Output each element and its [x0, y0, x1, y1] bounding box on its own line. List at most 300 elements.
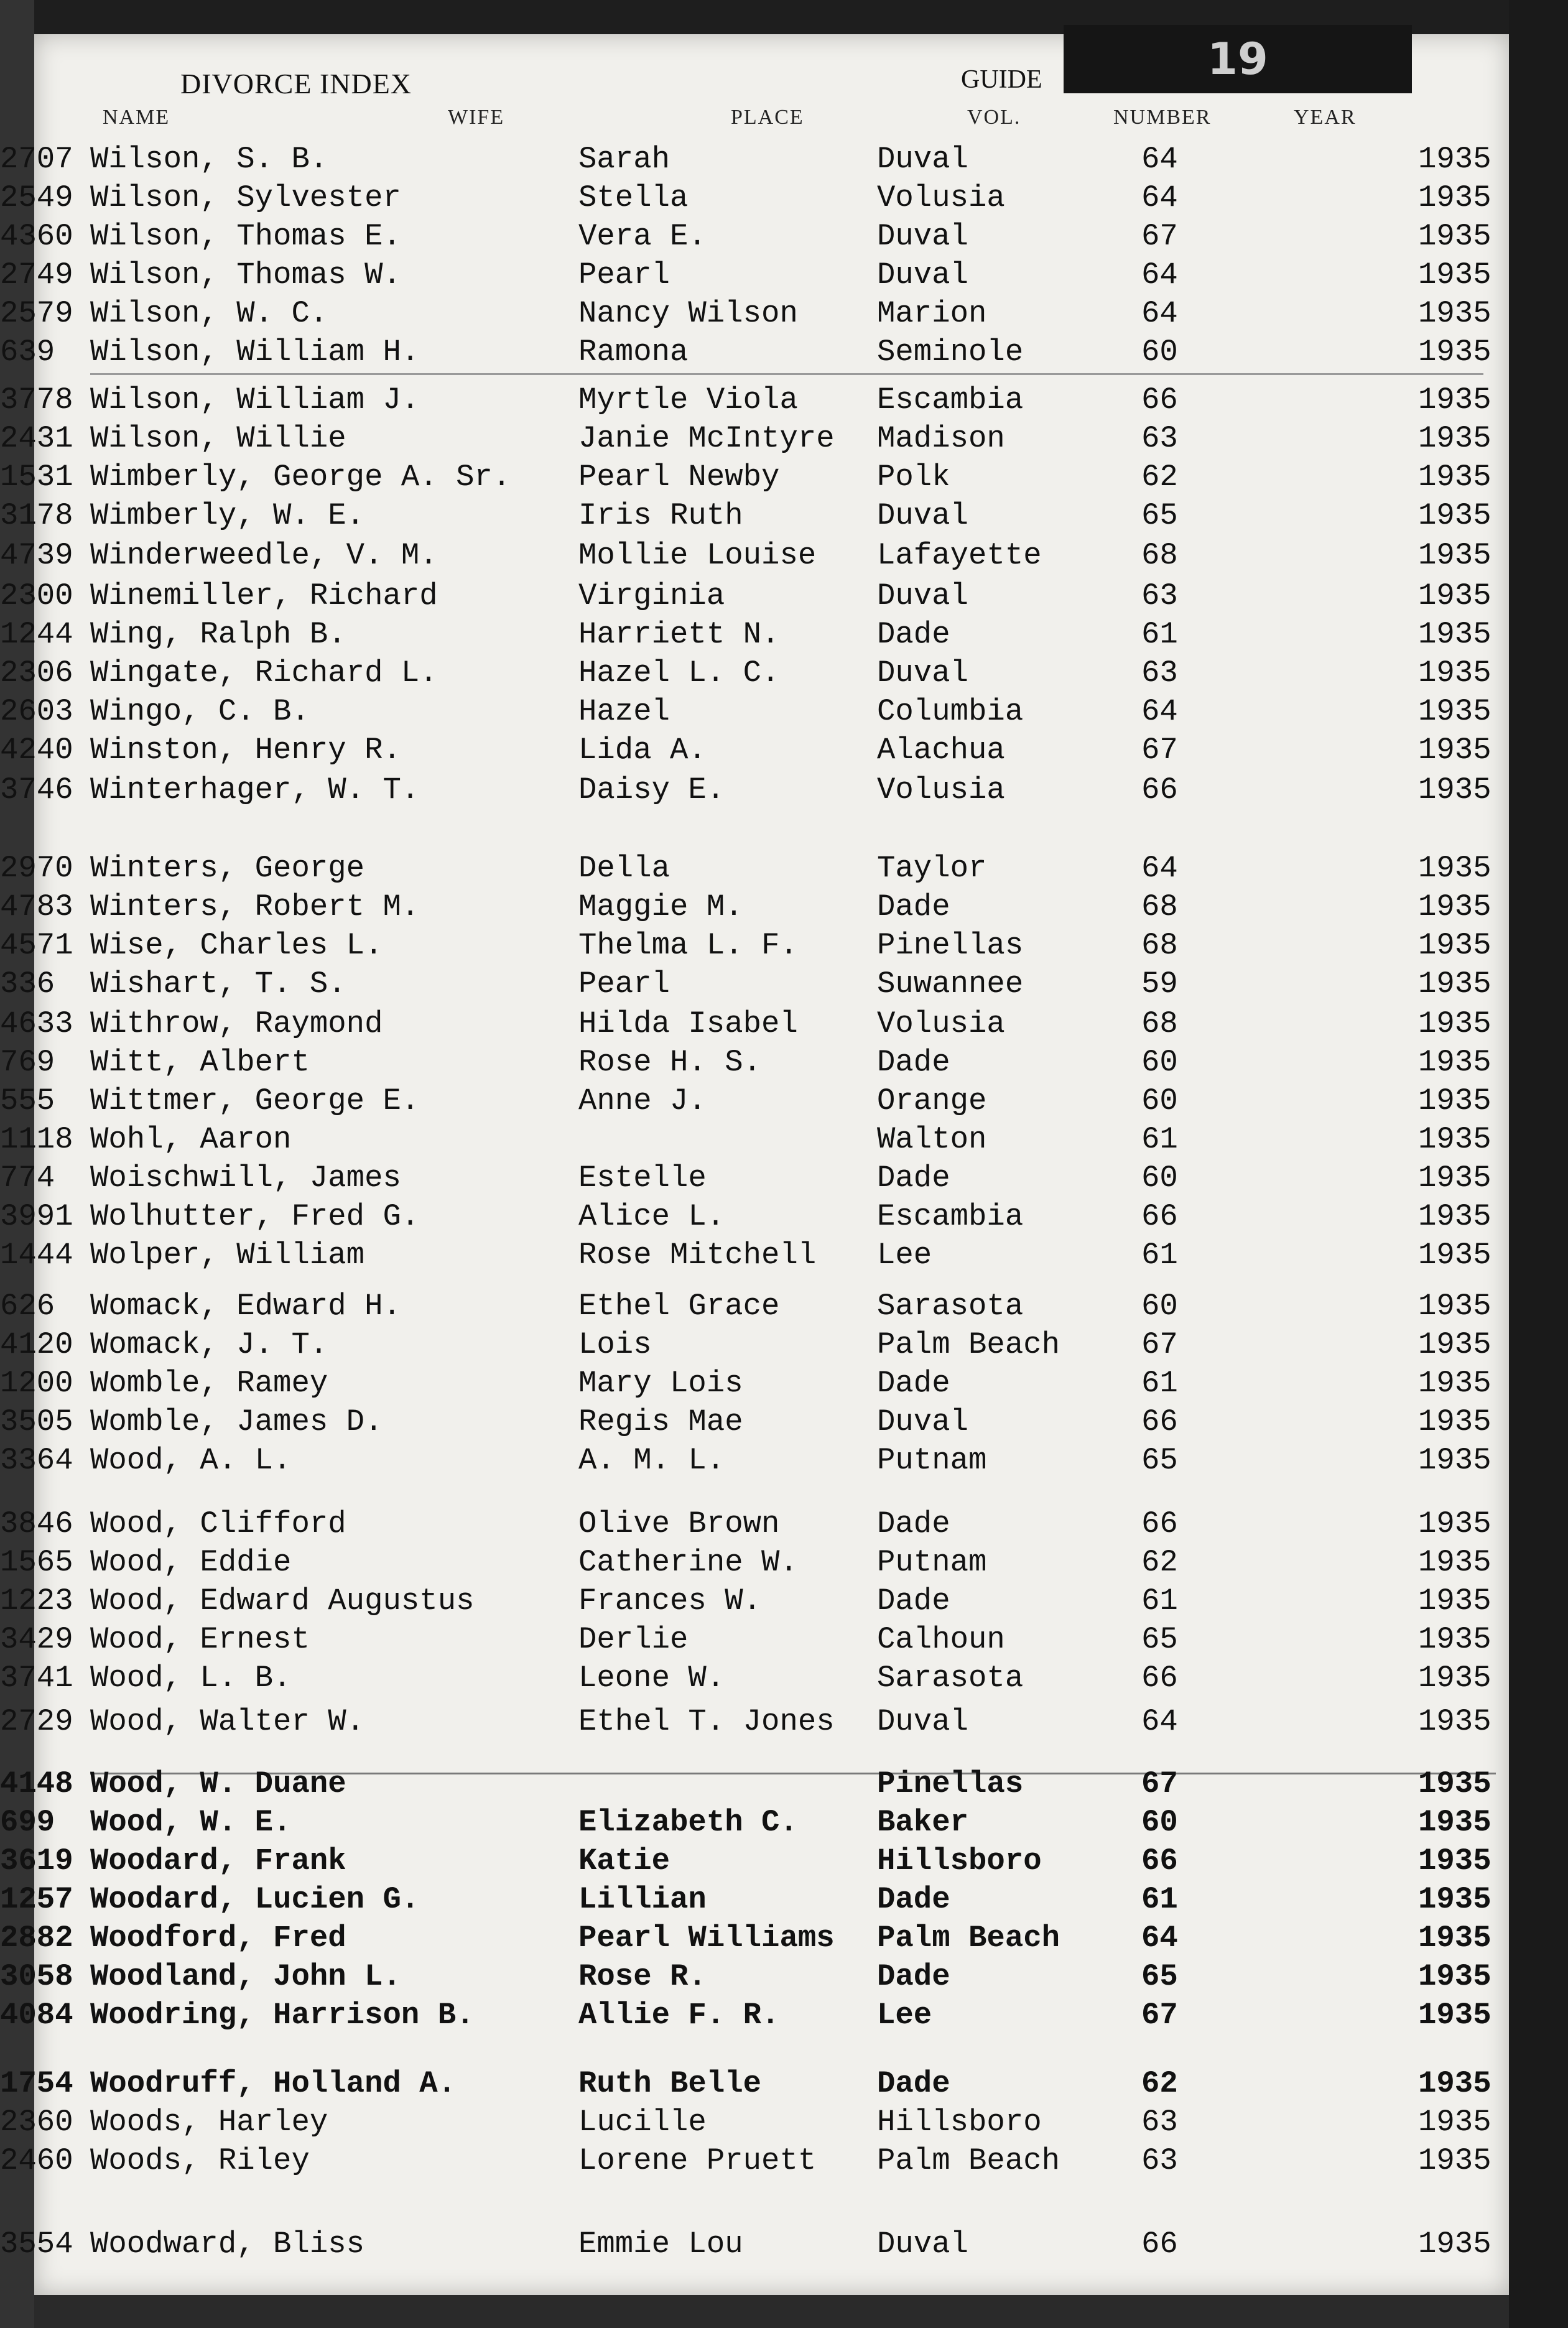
cell-wife: Virginia — [578, 578, 725, 613]
cell-name: Wood, Eddie — [90, 1545, 292, 1580]
cell-vol: 66 — [1141, 383, 1178, 417]
cell-number: 769 — [0, 1045, 55, 1080]
cell-year: 1935 — [1418, 1882, 1491, 1917]
cell-vol: 62 — [1141, 460, 1178, 494]
cell-wife: Pearl — [578, 967, 670, 1001]
table-row — [0, 2143, 1568, 2179]
cell-vol: 61 — [1141, 1584, 1178, 1618]
cell-year: 1935 — [1418, 1327, 1491, 1362]
cell-number: 639 — [0, 335, 55, 369]
cell-wife: Regis Mae — [578, 1404, 743, 1439]
cell-number: 2970 — [0, 851, 73, 886]
cell-vol: 67 — [1141, 733, 1178, 767]
cell-wife: Mollie Louise — [578, 538, 817, 573]
cell-vol: 59 — [1141, 967, 1178, 1001]
table-row — [0, 180, 1568, 216]
column-header-name: NAME — [103, 106, 170, 129]
cell-year: 1935 — [1418, 180, 1491, 215]
table-row — [0, 1366, 1568, 1402]
cell-number: 1754 — [0, 2066, 73, 2101]
cell-name: Womble, Ramey — [90, 1366, 328, 1401]
cell-wife: Rose R. — [578, 1959, 707, 1994]
cell-name: Wingo, C. B. — [90, 694, 310, 729]
cell-place: Duval — [877, 2227, 969, 2261]
cell-number: 1223 — [0, 1584, 73, 1618]
page-number: 19 — [1207, 34, 1268, 85]
cell-number: 1118 — [0, 1122, 73, 1157]
cell-wife: Maggie M. — [578, 889, 743, 924]
cell-year: 1935 — [1418, 694, 1491, 729]
table-row — [0, 578, 1568, 614]
cell-name: Woods, Riley — [90, 2143, 310, 2178]
cell-wife: Sarah — [578, 142, 670, 177]
table-row — [0, 1545, 1568, 1581]
cell-name: Wood, Ernest — [90, 1622, 310, 1657]
cell-place: Dade — [877, 1506, 950, 1541]
cell-number: 2749 — [0, 257, 73, 292]
table-row — [0, 1083, 1568, 1120]
cell-year: 1935 — [1418, 2227, 1491, 2261]
cell-place: Dade — [877, 1366, 950, 1401]
cell-place: Columbia — [877, 694, 1024, 729]
cell-name: Wimberly, W. E. — [90, 498, 365, 533]
table-row — [0, 335, 1568, 371]
cell-wife: Myrtle Viola — [578, 383, 798, 417]
cell-vol: 67 — [1141, 219, 1178, 254]
cell-place: Suwannee — [877, 967, 1024, 1001]
cell-vol: 60 — [1141, 1289, 1178, 1324]
cell-place: Marion — [877, 296, 987, 331]
cell-name: Wing, Ralph B. — [90, 617, 346, 652]
cell-year: 1935 — [1418, 1366, 1491, 1401]
guide-label: GUIDE — [961, 65, 1042, 94]
cell-wife: Pearl Newby — [578, 460, 780, 494]
cell-year: 1935 — [1418, 1289, 1491, 1324]
cell-wife: Emmie Lou — [578, 2227, 743, 2261]
cell-wife: Catherine W. — [578, 1545, 798, 1580]
cell-number: 1257 — [0, 1882, 73, 1917]
cell-year: 1935 — [1418, 1083, 1491, 1118]
cell-number: 4084 — [0, 1998, 73, 2033]
cell-year: 1935 — [1418, 1545, 1491, 1580]
column-header-vol: VOL. — [967, 106, 1021, 129]
table-row — [0, 1843, 1568, 1880]
cell-number: 626 — [0, 1289, 55, 1324]
cell-vol: 63 — [1141, 656, 1178, 690]
cell-name: Woods, Harley — [90, 2105, 328, 2140]
cell-place: Duval — [877, 578, 969, 613]
cell-vol: 68 — [1141, 1006, 1178, 1041]
cell-year: 1935 — [1418, 1122, 1491, 1157]
cell-year: 1935 — [1418, 1199, 1491, 1234]
cell-place: Lafayette — [877, 538, 1042, 573]
cell-place: Escambia — [877, 1199, 1024, 1234]
cell-number: 3429 — [0, 1622, 73, 1657]
cell-wife: Lorene Pruett — [578, 2143, 817, 2178]
cell-wife: Alice L. — [578, 1199, 725, 1234]
cell-number: 3505 — [0, 1404, 73, 1439]
cell-vol: 60 — [1141, 1805, 1178, 1840]
cell-place: Walton — [877, 1122, 987, 1157]
cell-place: Volusia — [877, 1006, 1005, 1041]
cell-name: Woodard, Lucien G. — [90, 1882, 420, 1917]
cell-place: Sarasota — [877, 1289, 1024, 1324]
cell-name: Winderweedle, V. M. — [90, 538, 438, 573]
cell-number: 2360 — [0, 2105, 73, 2140]
cell-vol: 64 — [1141, 1704, 1178, 1739]
cell-wife: Stella — [578, 180, 689, 215]
table-row — [0, 219, 1568, 255]
cell-year: 1935 — [1418, 1404, 1491, 1439]
cell-place: Baker — [877, 1805, 969, 1840]
page-corner-tab — [1064, 25, 1412, 93]
cell-place: Pinellas — [877, 928, 1024, 963]
cell-vol: 64 — [1141, 180, 1178, 215]
cell-number: 3741 — [0, 1661, 73, 1695]
cell-number: 1200 — [0, 1366, 73, 1401]
cell-vol: 64 — [1141, 257, 1178, 292]
table-row — [0, 617, 1568, 653]
cell-name: Wilson, Sylvester — [90, 180, 401, 215]
cell-vol: 64 — [1141, 694, 1178, 729]
cell-wife: Katie — [578, 1843, 670, 1878]
cell-year: 1935 — [1418, 460, 1491, 494]
cell-place: Palm Beach — [877, 2143, 1060, 2178]
table-row — [0, 1122, 1568, 1158]
cell-place: Duval — [877, 1704, 969, 1739]
cell-year: 1935 — [1418, 1661, 1491, 1695]
cell-place: Duval — [877, 498, 969, 533]
cell-vol: 66 — [1141, 1404, 1178, 1439]
cell-year: 1935 — [1418, 1622, 1491, 1657]
cell-place: Escambia — [877, 383, 1024, 417]
cell-number: 4783 — [0, 889, 73, 924]
cell-place: Putnam — [877, 1443, 987, 1478]
cell-name: Wood, Edward Augustus — [90, 1584, 475, 1618]
cell-place: Sarasota — [877, 1661, 1024, 1695]
table-row — [0, 1882, 1568, 1918]
cell-wife: Lida A. — [578, 733, 707, 767]
cell-name: Witt, Albert — [90, 1045, 310, 1080]
cell-number: 3778 — [0, 383, 73, 417]
table-row — [0, 889, 1568, 925]
cell-vol: 67 — [1141, 1327, 1178, 1362]
cell-name: Wise, Charles L. — [90, 928, 383, 963]
cell-wife: Ethel T. Jones — [578, 1704, 835, 1739]
table-row — [0, 142, 1568, 178]
cell-place: Dade — [877, 1959, 950, 1994]
cell-year: 1935 — [1418, 889, 1491, 924]
cell-year: 1935 — [1418, 578, 1491, 613]
cell-number: 2729 — [0, 1704, 73, 1739]
cell-place: Dade — [877, 1584, 950, 1618]
cell-vol: 60 — [1141, 1045, 1178, 1080]
table-row — [0, 460, 1568, 496]
cell-number: 2603 — [0, 694, 73, 729]
table-row — [0, 733, 1568, 769]
cell-place: Orange — [877, 1083, 987, 1118]
cell-wife: Hazel — [578, 694, 670, 729]
table-row — [0, 1921, 1568, 1957]
cell-vol: 61 — [1141, 1366, 1178, 1401]
cell-name: Wittmer, George E. — [90, 1083, 420, 1118]
cell-wife: Frances W. — [578, 1584, 762, 1618]
cell-place: Duval — [877, 1404, 969, 1439]
cell-wife: Thelma L. F. — [578, 928, 798, 963]
cell-wife: Leone W. — [578, 1661, 725, 1695]
cell-year: 1935 — [1418, 1584, 1491, 1618]
cell-year: 1935 — [1418, 421, 1491, 456]
cell-year: 1935 — [1418, 851, 1491, 886]
cell-name: Wilson, William J. — [90, 383, 420, 417]
cell-vol: 60 — [1141, 335, 1178, 369]
cell-year: 1935 — [1418, 2066, 1491, 2101]
cell-year: 1935 — [1418, 733, 1491, 767]
cell-wife: Lucille — [578, 2105, 707, 2140]
cell-year: 1935 — [1418, 967, 1491, 1001]
cell-wife: Nancy Wilson — [578, 296, 798, 331]
cell-place: Seminole — [877, 335, 1024, 369]
cell-place: Duval — [877, 142, 969, 177]
cell-wife: Iris Ruth — [578, 498, 743, 533]
cell-vol: 65 — [1141, 498, 1178, 533]
cell-year: 1935 — [1418, 656, 1491, 690]
table-row — [0, 1584, 1568, 1620]
cell-vol: 67 — [1141, 1998, 1178, 2033]
cell-vol: 65 — [1141, 1443, 1178, 1478]
cell-wife: Janie McIntyre — [578, 421, 835, 456]
table-row — [0, 1622, 1568, 1658]
cell-number: 3058 — [0, 1959, 73, 1994]
section-divider — [90, 373, 1483, 375]
cell-vol: 63 — [1141, 578, 1178, 613]
cell-year: 1935 — [1418, 1805, 1491, 1840]
cell-place: Dade — [877, 889, 950, 924]
cell-vol: 62 — [1141, 2066, 1178, 2101]
cell-vol: 65 — [1141, 1622, 1178, 1657]
cell-name: Wilson, W. C. — [90, 296, 328, 331]
cell-year: 1935 — [1418, 498, 1491, 533]
table-row — [0, 967, 1568, 1003]
cell-number: 2882 — [0, 1921, 73, 1955]
table-row — [0, 1766, 1568, 1802]
cell-number: 699 — [0, 1805, 55, 1840]
cell-wife: Derlie — [578, 1622, 689, 1657]
cell-number: 3746 — [0, 772, 73, 807]
cell-year: 1935 — [1418, 617, 1491, 652]
cell-vol: 67 — [1141, 1766, 1178, 1801]
cell-wife: Ethel Grace — [578, 1289, 780, 1324]
cell-vol: 64 — [1141, 1921, 1178, 1955]
table-row — [0, 928, 1568, 964]
cell-place: Polk — [877, 460, 950, 494]
cell-year: 1935 — [1418, 1959, 1491, 1994]
cell-number: 4148 — [0, 1766, 73, 1801]
cell-place: Hillsboro — [877, 1843, 1042, 1878]
cell-name: Winemiller, Richard — [90, 578, 438, 613]
cell-number: 3554 — [0, 2227, 73, 2261]
table-row — [0, 1327, 1568, 1363]
cell-number: 4633 — [0, 1006, 73, 1041]
cell-vol: 66 — [1141, 1661, 1178, 1695]
table-row — [0, 421, 1568, 457]
cell-year: 1935 — [1418, 1443, 1491, 1478]
cell-year: 1935 — [1418, 1506, 1491, 1541]
cell-name: Wingate, Richard L. — [90, 656, 438, 690]
column-header-year: YEAR — [1294, 106, 1357, 129]
cell-name: Withrow, Raymond — [90, 1006, 383, 1041]
cell-vol: 62 — [1141, 1545, 1178, 1580]
cell-number: 1565 — [0, 1545, 73, 1580]
cell-number: 336 — [0, 967, 55, 1001]
cell-place: Volusia — [877, 772, 1005, 807]
cell-place: Lee — [877, 1998, 932, 2033]
cell-number: 4240 — [0, 733, 73, 767]
page-title: DIVORCE INDEX — [180, 68, 412, 100]
cell-vol: 66 — [1141, 1506, 1178, 1541]
cell-vol: 66 — [1141, 2227, 1178, 2261]
cell-year: 1935 — [1418, 928, 1491, 963]
cell-year: 1935 — [1418, 1238, 1491, 1273]
cell-year: 1935 — [1418, 2143, 1491, 2178]
cell-number: 4571 — [0, 928, 73, 963]
cell-place: Volusia — [877, 180, 1005, 215]
cell-wife: A. M. L. — [578, 1443, 725, 1478]
cell-name: Wohl, Aaron — [90, 1122, 292, 1157]
cell-vol: 64 — [1141, 296, 1178, 331]
cell-name: Winters, Robert M. — [90, 889, 420, 924]
cell-name: Womack, J. T. — [90, 1327, 328, 1362]
cell-wife: Daisy E. — [578, 772, 725, 807]
cell-wife: Olive Brown — [578, 1506, 780, 1541]
column-header-place: PLACE — [731, 106, 804, 129]
table-row — [0, 383, 1568, 419]
cell-year: 1935 — [1418, 142, 1491, 177]
cell-year: 1935 — [1418, 383, 1491, 417]
cell-name: Wood, W. Duane — [90, 1766, 346, 1801]
cell-vol: 66 — [1141, 772, 1178, 807]
cell-wife: Ramona — [578, 335, 689, 369]
cell-place: Palm Beach — [877, 1921, 1060, 1955]
cell-year: 1935 — [1418, 296, 1491, 331]
cell-name: Wilson, Thomas W. — [90, 257, 401, 292]
cell-name: Wolhutter, Fred G. — [90, 1199, 420, 1234]
cell-year: 1935 — [1418, 1843, 1491, 1878]
cell-year: 1935 — [1418, 772, 1491, 807]
cell-wife: Ruth Belle — [578, 2066, 762, 2101]
table-row — [0, 1704, 1568, 1740]
cell-vol: 68 — [1141, 538, 1178, 573]
cell-vol: 61 — [1141, 1882, 1178, 1917]
cell-name: Wilson, William H. — [90, 335, 420, 369]
cell-wife: Pearl — [578, 257, 670, 292]
cell-name: Winterhager, W. T. — [90, 772, 420, 807]
cell-name: Wood, Clifford — [90, 1506, 346, 1541]
table-row — [0, 1289, 1568, 1325]
cell-place: Duval — [877, 656, 969, 690]
cell-year: 1935 — [1418, 335, 1491, 369]
cell-vol: 63 — [1141, 2143, 1178, 2178]
cell-place: Taylor — [877, 851, 987, 886]
cell-name: Wood, A. L. — [90, 1443, 292, 1478]
cell-wife: Elizabeth C. — [578, 1805, 798, 1840]
cell-place: Palm Beach — [877, 1327, 1060, 1362]
table-row — [0, 1506, 1568, 1542]
table-row — [0, 851, 1568, 887]
cell-vol: 66 — [1141, 1843, 1178, 1878]
cell-number: 4360 — [0, 219, 73, 254]
cell-name: Woischwill, James — [90, 1161, 401, 1195]
cell-wife: Lillian — [578, 1882, 707, 1917]
cell-name: Wimberly, George A. Sr. — [90, 460, 511, 494]
table-row — [0, 538, 1568, 574]
cell-vol: 63 — [1141, 421, 1178, 456]
table-row — [0, 498, 1568, 534]
cell-wife: Pearl Williams — [578, 1921, 835, 1955]
cell-vol: 64 — [1141, 142, 1178, 177]
cell-year: 1935 — [1418, 257, 1491, 292]
cell-year: 1935 — [1418, 1006, 1491, 1041]
cell-vol: 68 — [1141, 928, 1178, 963]
cell-vol: 60 — [1141, 1161, 1178, 1195]
cell-vol: 65 — [1141, 1959, 1178, 1994]
cell-year: 1935 — [1418, 1704, 1491, 1739]
cell-wife: Harriett N. — [578, 617, 780, 652]
cell-name: Woodring, Harrison B. — [90, 1998, 475, 2033]
cell-name: Wood, Walter W. — [90, 1704, 365, 1739]
column-header-number: NUMBER — [1113, 106, 1212, 129]
table-row — [0, 2066, 1568, 2102]
table-row — [0, 296, 1568, 332]
cell-number: 555 — [0, 1083, 55, 1118]
cell-number: 2549 — [0, 180, 73, 215]
cell-year: 1935 — [1418, 1921, 1491, 1955]
table-row — [0, 1045, 1568, 1081]
cell-name: Wishart, T. S. — [90, 967, 346, 1001]
table-row — [0, 656, 1568, 692]
cell-name: Woodford, Fred — [90, 1921, 346, 1955]
cell-name: Wood, L. B. — [90, 1661, 292, 1695]
cell-place: Pinellas — [877, 1766, 1024, 1801]
cell-vol: 66 — [1141, 1199, 1178, 1234]
cell-name: Woodruff, Holland A. — [90, 2066, 457, 2101]
cell-place: Dade — [877, 1882, 950, 1917]
table-row — [0, 1199, 1568, 1235]
cell-vol: 61 — [1141, 1122, 1178, 1157]
cell-number: 3846 — [0, 1506, 73, 1541]
cell-number: 1244 — [0, 617, 73, 652]
cell-wife: Hazel L. C. — [578, 656, 780, 690]
cell-vol: 64 — [1141, 851, 1178, 886]
cell-year: 1935 — [1418, 1045, 1491, 1080]
cell-vol: 61 — [1141, 617, 1178, 652]
column-header-wife: WIFE — [448, 106, 505, 129]
cell-number: 2306 — [0, 656, 73, 690]
cell-vol: 60 — [1141, 1083, 1178, 1118]
cell-name: Womble, James D. — [90, 1404, 383, 1439]
cell-wife: Mary Lois — [578, 1366, 743, 1401]
cell-vol: 68 — [1141, 889, 1178, 924]
table-row — [0, 2105, 1568, 2141]
table-row — [0, 1443, 1568, 1479]
cell-name: Winston, Henry R. — [90, 733, 401, 767]
cell-number: 2460 — [0, 2143, 73, 2178]
table-row — [0, 2227, 1568, 2263]
cell-place: Madison — [877, 421, 1005, 456]
cell-number: 2431 — [0, 421, 73, 456]
table-row — [0, 1006, 1568, 1042]
table-row — [0, 1238, 1568, 1274]
